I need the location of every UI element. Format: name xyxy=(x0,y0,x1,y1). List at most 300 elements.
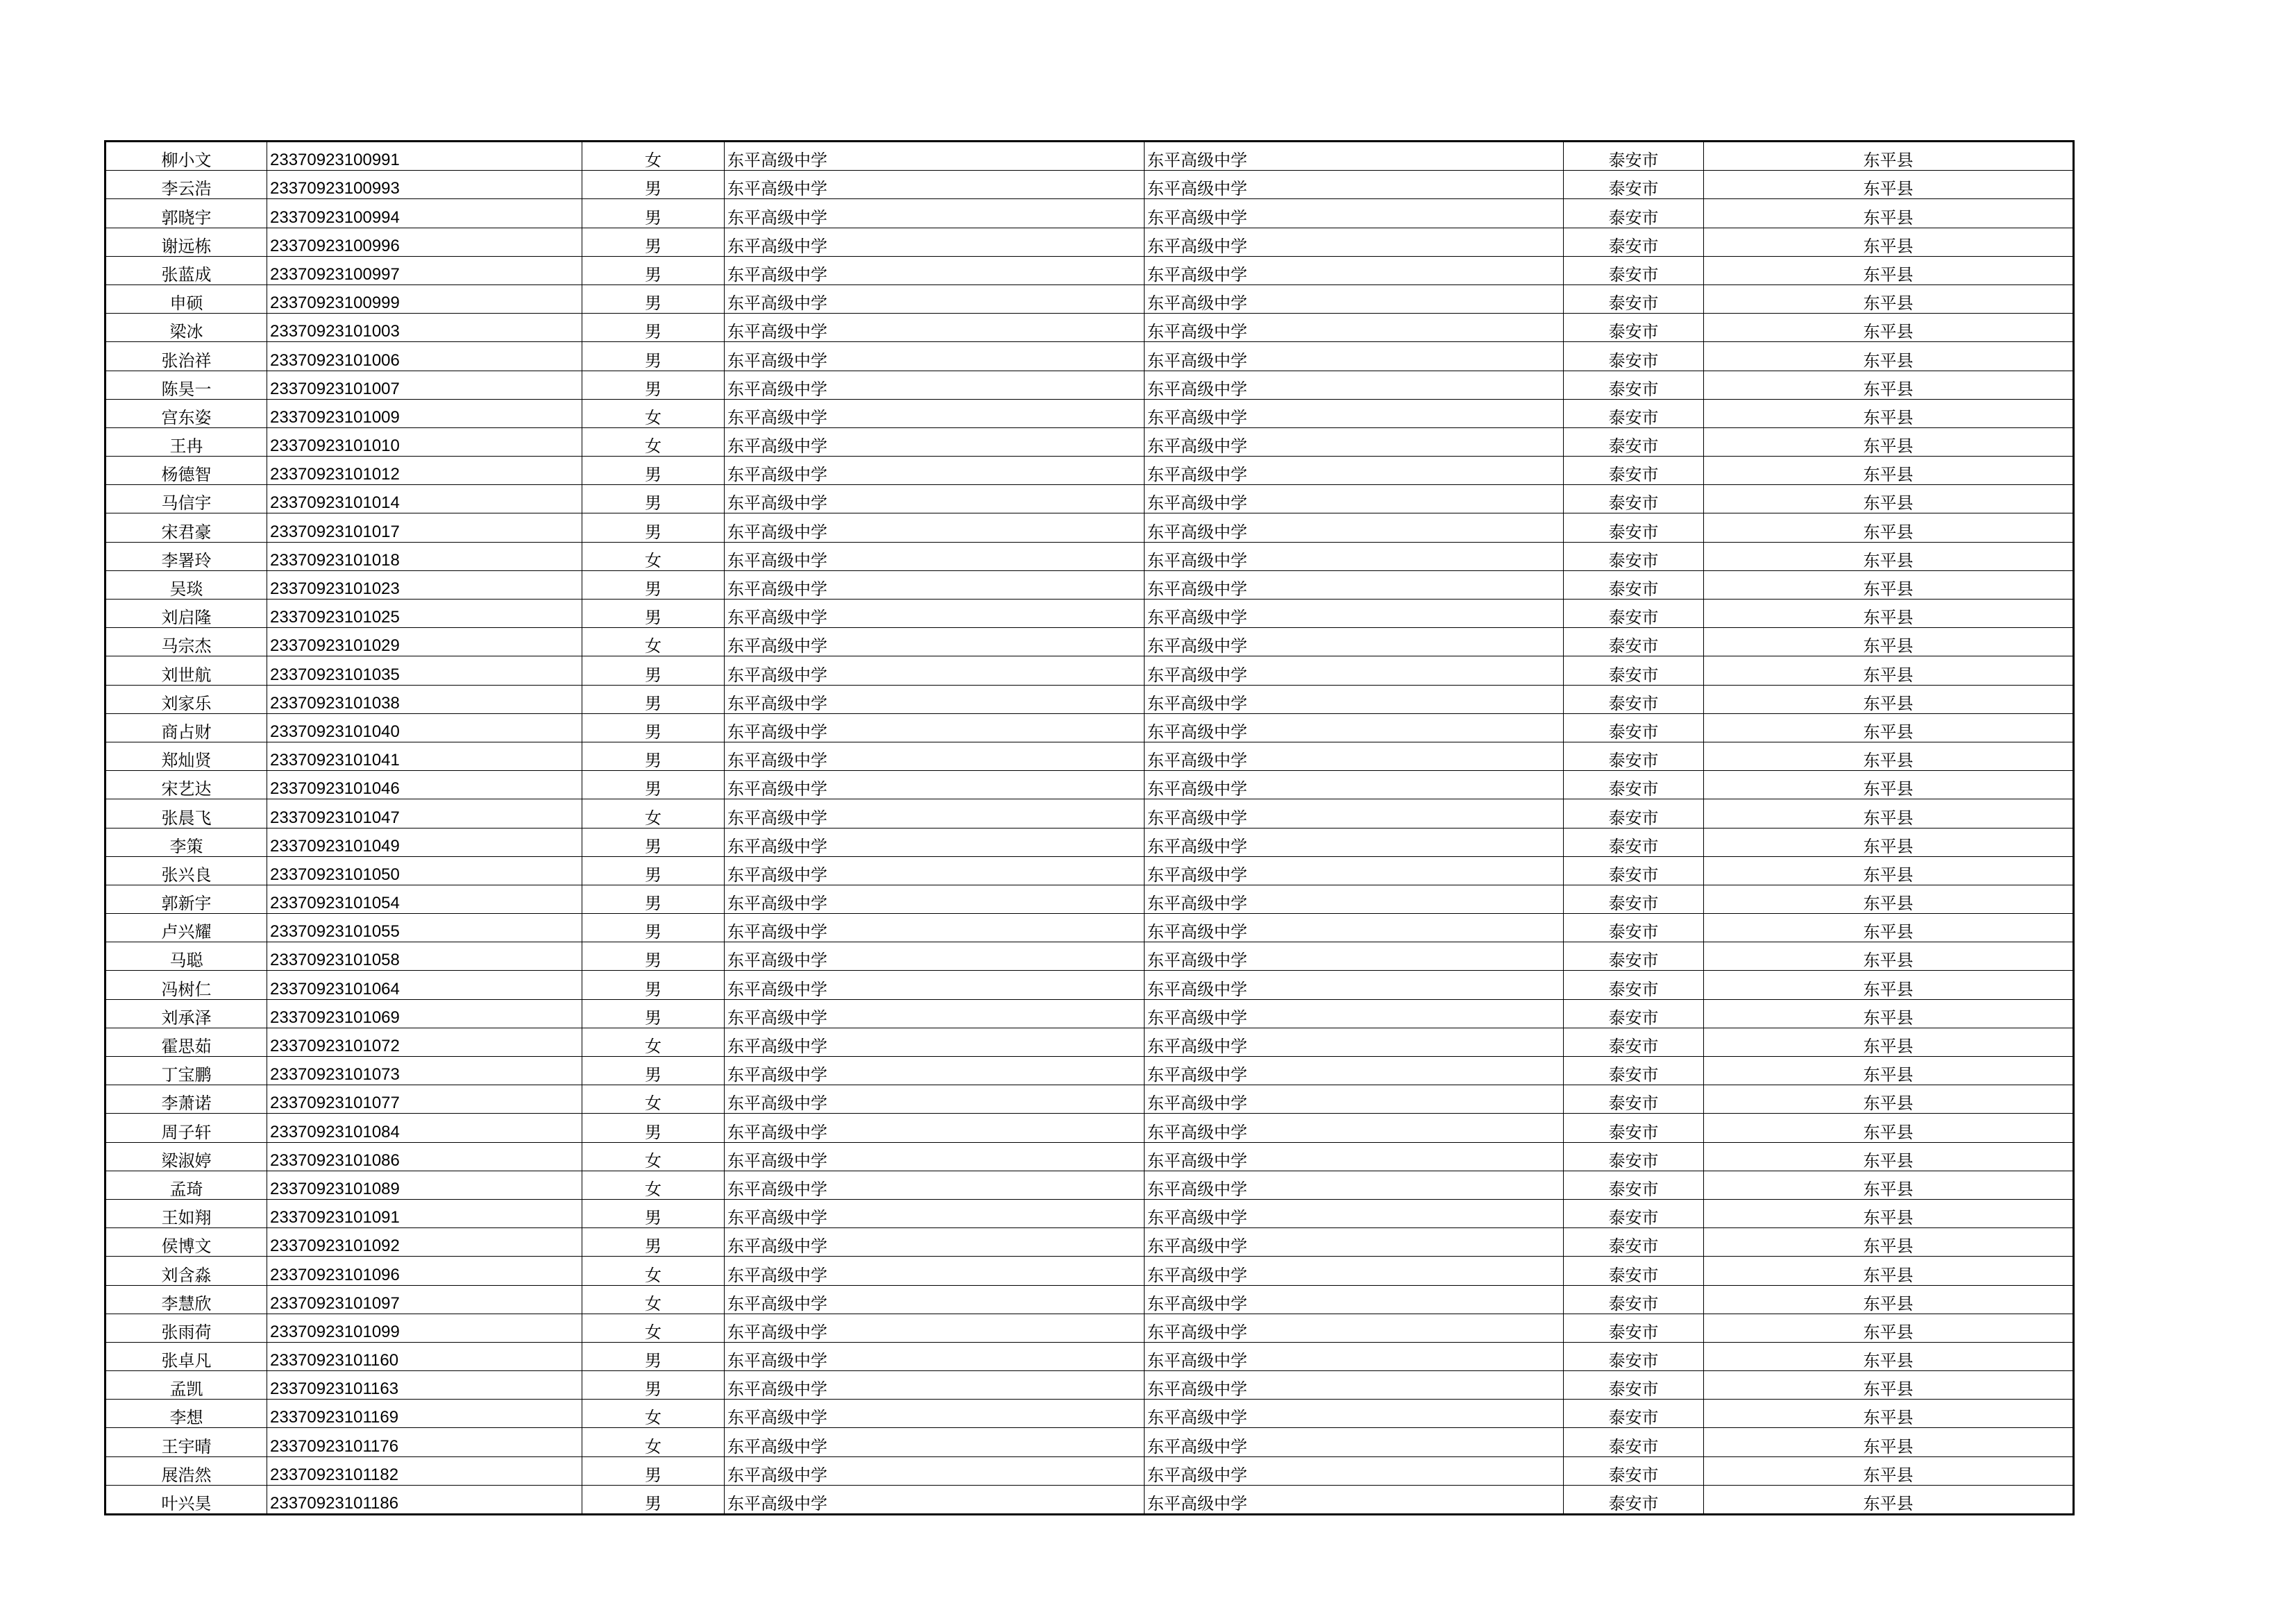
exam-site-cell: 东平高级中学 xyxy=(1145,656,1564,685)
exam-number-cell: 23370923101058 xyxy=(267,942,582,971)
table-row xyxy=(105,1028,2074,1056)
student-name-cell: 张兴良 xyxy=(105,856,267,885)
table-row xyxy=(105,1257,2074,1285)
table-row xyxy=(105,971,2074,999)
exam-number-cell: 23370923101025 xyxy=(267,600,582,628)
city-cell: 泰安市 xyxy=(1564,885,1704,913)
city-cell: 泰安市 xyxy=(1564,485,1704,513)
table-row xyxy=(105,171,2074,199)
student-name-cell: 刘家乐 xyxy=(105,685,267,713)
exam-number-cell: 23370923101182 xyxy=(267,1456,582,1485)
city-cell: 泰安市 xyxy=(1564,971,1704,999)
table-row xyxy=(105,427,2074,456)
exam-number-cell: 23370923100997 xyxy=(267,256,582,284)
exam-site-cell: 东平高级中学 xyxy=(1145,685,1564,713)
school-cell: 东平高级中学 xyxy=(725,256,1145,284)
school-cell: 东平高级中学 xyxy=(725,1228,1145,1257)
city-cell: 泰安市 xyxy=(1564,656,1704,685)
gender-cell: 男 xyxy=(582,1114,725,1142)
county-cell: 东平县 xyxy=(1704,600,2074,628)
exam-number-cell: 23370923101017 xyxy=(267,513,582,542)
student-name-cell: 刘启隆 xyxy=(105,600,267,628)
exam-number-cell: 23370923101097 xyxy=(267,1285,582,1314)
exam-site-cell: 东平高级中学 xyxy=(1145,771,1564,799)
gender-cell: 男 xyxy=(582,685,725,713)
county-cell: 东平县 xyxy=(1704,942,2074,971)
student-name-cell: 李慧欣 xyxy=(105,1285,267,1314)
student-name-cell: 王如翔 xyxy=(105,1199,267,1227)
student-name-cell: 王冉 xyxy=(105,427,267,456)
city-cell: 泰安市 xyxy=(1564,1028,1704,1056)
exam-site-cell: 东平高级中学 xyxy=(1145,371,1564,399)
exam-number-cell: 23370923101099 xyxy=(267,1314,582,1342)
city-cell: 泰安市 xyxy=(1564,399,1704,427)
county-cell: 东平县 xyxy=(1704,1085,2074,1114)
exam-site-cell: 东平高级中学 xyxy=(1145,1314,1564,1342)
city-cell: 泰安市 xyxy=(1564,856,1704,885)
county-cell: 东平县 xyxy=(1704,513,2074,542)
table-row xyxy=(105,656,2074,685)
exam-number-cell: 23370923101010 xyxy=(267,427,582,456)
exam-number-cell: 23370923101009 xyxy=(267,399,582,427)
exam-site-cell: 东平高级中学 xyxy=(1145,914,1564,942)
exam-number-cell: 23370923101176 xyxy=(267,1428,582,1456)
exam-site-cell: 东平高级中学 xyxy=(1145,1171,1564,1199)
city-cell: 泰安市 xyxy=(1564,799,1704,828)
gender-cell: 男 xyxy=(582,1371,725,1400)
gender-cell: 男 xyxy=(582,942,725,971)
city-cell: 泰安市 xyxy=(1564,342,1704,371)
exam-site-cell: 东平高级中学 xyxy=(1145,399,1564,427)
student-name-cell: 梁冰 xyxy=(105,314,267,342)
school-cell: 东平高级中学 xyxy=(725,199,1145,228)
school-cell: 东平高级中学 xyxy=(725,600,1145,628)
exam-number-cell: 23370923101014 xyxy=(267,485,582,513)
student-name-cell: 李署玲 xyxy=(105,542,267,570)
school-cell: 东平高级中学 xyxy=(725,399,1145,427)
gender-cell: 男 xyxy=(582,914,725,942)
exam-number-cell: 23370923101047 xyxy=(267,799,582,828)
city-cell: 泰安市 xyxy=(1564,942,1704,971)
school-cell: 东平高级中学 xyxy=(725,1314,1145,1342)
student-name-cell: 孟凯 xyxy=(105,1371,267,1400)
exam-number-cell: 23370923101186 xyxy=(267,1485,582,1514)
exam-number-cell: 23370923101163 xyxy=(267,1371,582,1400)
gender-cell: 男 xyxy=(582,1342,725,1370)
exam-site-cell: 东平高级中学 xyxy=(1145,1371,1564,1400)
exam-site-cell: 东平高级中学 xyxy=(1145,1257,1564,1285)
table-row xyxy=(105,1114,2074,1142)
table-row xyxy=(105,628,2074,656)
student-name-cell: 吴琰 xyxy=(105,570,267,599)
student-name-cell: 李萧诺 xyxy=(105,1085,267,1114)
exam-number-cell: 23370923101038 xyxy=(267,685,582,713)
city-cell: 泰安市 xyxy=(1564,1285,1704,1314)
exam-site-cell: 东平高级中学 xyxy=(1145,228,1564,256)
gender-cell: 男 xyxy=(582,457,725,485)
student-name-cell: 张蓝成 xyxy=(105,256,267,284)
table-row xyxy=(105,856,2074,885)
exam-site-cell: 东平高级中学 xyxy=(1145,1228,1564,1257)
table-row xyxy=(105,1228,2074,1257)
exam-number-cell: 23370923101096 xyxy=(267,1257,582,1285)
gender-cell: 女 xyxy=(582,142,725,171)
exam-number-cell: 23370923100991 xyxy=(267,142,582,171)
gender-cell: 男 xyxy=(582,513,725,542)
county-cell: 东平县 xyxy=(1704,427,2074,456)
county-cell: 东平县 xyxy=(1704,1171,2074,1199)
school-cell: 东平高级中学 xyxy=(725,1057,1145,1085)
gender-cell: 男 xyxy=(582,885,725,913)
table-row xyxy=(105,513,2074,542)
exam-number-cell: 23370923101041 xyxy=(267,742,582,770)
gender-cell: 男 xyxy=(582,314,725,342)
school-cell: 东平高级中学 xyxy=(725,656,1145,685)
student-name-cell: 柳小文 xyxy=(105,142,267,171)
county-cell: 东平县 xyxy=(1704,1228,2074,1257)
exam-site-cell: 东平高级中学 xyxy=(1145,142,1564,171)
table-row xyxy=(105,713,2074,742)
table-row xyxy=(105,799,2074,828)
student-name-cell: 叶兴昊 xyxy=(105,1485,267,1514)
county-cell: 东平县 xyxy=(1704,1285,2074,1314)
table-row xyxy=(105,570,2074,599)
city-cell: 泰安市 xyxy=(1564,256,1704,284)
county-cell: 东平县 xyxy=(1704,199,2074,228)
county-cell: 东平县 xyxy=(1704,1485,2074,1514)
exam-site-cell: 东平高级中学 xyxy=(1145,199,1564,228)
gender-cell: 女 xyxy=(582,799,725,828)
exam-site-cell: 东平高级中学 xyxy=(1145,1428,1564,1456)
student-name-cell: 宫东姿 xyxy=(105,399,267,427)
table-row xyxy=(105,485,2074,513)
gender-cell: 男 xyxy=(582,600,725,628)
gender-cell: 女 xyxy=(582,628,725,656)
exam-site-cell: 东平高级中学 xyxy=(1145,570,1564,599)
county-cell: 东平县 xyxy=(1704,685,2074,713)
exam-site-cell: 东平高级中学 xyxy=(1145,971,1564,999)
school-cell: 东平高级中学 xyxy=(725,914,1145,942)
student-name-cell: 陈昊一 xyxy=(105,371,267,399)
county-cell: 东平县 xyxy=(1704,1371,2074,1400)
exam-site-cell: 东平高级中学 xyxy=(1145,628,1564,656)
city-cell: 泰安市 xyxy=(1564,1085,1704,1114)
city-cell: 泰安市 xyxy=(1564,284,1704,313)
exam-site-cell: 东平高级中学 xyxy=(1145,1342,1564,1370)
county-cell: 东平县 xyxy=(1704,999,2074,1028)
city-cell: 泰安市 xyxy=(1564,628,1704,656)
student-name-cell: 宋君豪 xyxy=(105,513,267,542)
county-cell: 东平县 xyxy=(1704,1028,2074,1056)
school-cell: 东平高级中学 xyxy=(725,371,1145,399)
student-name-cell: 李想 xyxy=(105,1400,267,1428)
table-row xyxy=(105,1285,2074,1314)
table-row xyxy=(105,256,2074,284)
gender-cell: 男 xyxy=(582,342,725,371)
school-cell: 东平高级中学 xyxy=(725,1371,1145,1400)
city-cell: 泰安市 xyxy=(1564,999,1704,1028)
table-row xyxy=(105,199,2074,228)
school-cell: 东平高级中学 xyxy=(725,1085,1145,1114)
city-cell: 泰安市 xyxy=(1564,713,1704,742)
city-cell: 泰安市 xyxy=(1564,1400,1704,1428)
table-row xyxy=(105,1342,2074,1370)
school-cell: 东平高级中学 xyxy=(725,171,1145,199)
table-row xyxy=(105,685,2074,713)
county-cell: 东平县 xyxy=(1704,628,2074,656)
gender-cell: 男 xyxy=(582,971,725,999)
exam-number-cell: 23370923101092 xyxy=(267,1228,582,1257)
gender-cell: 男 xyxy=(582,1456,725,1485)
gender-cell: 男 xyxy=(582,742,725,770)
exam-number-cell: 23370923101160 xyxy=(267,1342,582,1370)
gender-cell: 男 xyxy=(582,1485,725,1514)
school-cell: 东平高级中学 xyxy=(725,457,1145,485)
city-cell: 泰安市 xyxy=(1564,771,1704,799)
student-name-cell: 卢兴耀 xyxy=(105,914,267,942)
table-row xyxy=(105,314,2074,342)
exam-site-cell: 东平高级中学 xyxy=(1145,1028,1564,1056)
student-name-cell: 宋艺达 xyxy=(105,771,267,799)
county-cell: 东平县 xyxy=(1704,542,2074,570)
exam-number-cell: 23370923101035 xyxy=(267,656,582,685)
exam-site-cell: 东平高级中学 xyxy=(1145,885,1564,913)
gender-cell: 女 xyxy=(582,1257,725,1285)
gender-cell: 男 xyxy=(582,485,725,513)
exam-number-cell: 23370923101055 xyxy=(267,914,582,942)
exam-site-cell: 东平高级中学 xyxy=(1145,284,1564,313)
county-cell: 东平县 xyxy=(1704,284,2074,313)
school-cell: 东平高级中学 xyxy=(725,828,1145,856)
table-row xyxy=(105,228,2074,256)
county-cell: 东平县 xyxy=(1704,713,2074,742)
student-name-cell: 展浩然 xyxy=(105,1456,267,1485)
exam-site-cell: 东平高级中学 xyxy=(1145,742,1564,770)
exam-number-cell: 23370923101073 xyxy=(267,1057,582,1085)
table-row xyxy=(105,942,2074,971)
county-cell: 东平县 xyxy=(1704,142,2074,171)
table-row xyxy=(105,1171,2074,1199)
table-row xyxy=(105,142,2074,171)
county-cell: 东平县 xyxy=(1704,1314,2074,1342)
city-cell: 泰安市 xyxy=(1564,1114,1704,1142)
exam-number-cell: 23370923101040 xyxy=(267,713,582,742)
exam-number-cell: 23370923101084 xyxy=(267,1114,582,1142)
county-cell: 东平县 xyxy=(1704,828,2074,856)
exam-site-cell: 东平高级中学 xyxy=(1145,1114,1564,1142)
gender-cell: 男 xyxy=(582,713,725,742)
school-cell: 东平高级中学 xyxy=(725,513,1145,542)
table-row xyxy=(105,371,2074,399)
county-cell: 东平县 xyxy=(1704,1257,2074,1285)
gender-cell: 男 xyxy=(582,1228,725,1257)
exam-number-cell: 23370923101023 xyxy=(267,570,582,599)
city-cell: 泰安市 xyxy=(1564,171,1704,199)
exam-number-cell: 23370923101072 xyxy=(267,1028,582,1056)
city-cell: 泰安市 xyxy=(1564,1142,1704,1171)
county-cell: 东平县 xyxy=(1704,1342,2074,1370)
county-cell: 东平县 xyxy=(1704,1142,2074,1171)
school-cell: 东平高级中学 xyxy=(725,1400,1145,1428)
county-cell: 东平县 xyxy=(1704,1199,2074,1227)
school-cell: 东平高级中学 xyxy=(725,1285,1145,1314)
exam-number-cell: 23370923100993 xyxy=(267,171,582,199)
gender-cell: 男 xyxy=(582,284,725,313)
county-cell: 东平县 xyxy=(1704,171,2074,199)
gender-cell: 男 xyxy=(582,856,725,885)
school-cell: 东平高级中学 xyxy=(725,1342,1145,1370)
student-name-cell: 张卓凡 xyxy=(105,1342,267,1370)
exam-site-cell: 东平高级中学 xyxy=(1145,427,1564,456)
exam-number-cell: 23370923101012 xyxy=(267,457,582,485)
gender-cell: 男 xyxy=(582,771,725,799)
exam-site-cell: 东平高级中学 xyxy=(1145,457,1564,485)
gender-cell: 男 xyxy=(582,570,725,599)
exam-number-cell: 23370923101169 xyxy=(267,1400,582,1428)
exam-number-cell: 23370923101077 xyxy=(267,1085,582,1114)
gender-cell: 男 xyxy=(582,999,725,1028)
county-cell: 东平县 xyxy=(1704,656,2074,685)
exam-site-cell: 东平高级中学 xyxy=(1145,1485,1564,1514)
county-cell: 东平县 xyxy=(1704,228,2074,256)
exam-number-cell: 23370923101069 xyxy=(267,999,582,1028)
school-cell: 东平高级中学 xyxy=(725,1142,1145,1171)
gender-cell: 男 xyxy=(582,199,725,228)
exam-site-cell: 东平高级中学 xyxy=(1145,713,1564,742)
gender-cell: 男 xyxy=(582,656,725,685)
exam-number-cell: 23370923101046 xyxy=(267,771,582,799)
exam-site-cell: 东平高级中学 xyxy=(1145,171,1564,199)
student-name-cell: 孟琦 xyxy=(105,1171,267,1199)
student-name-cell: 谢远栋 xyxy=(105,228,267,256)
school-cell: 东平高级中学 xyxy=(725,228,1145,256)
city-cell: 泰安市 xyxy=(1564,600,1704,628)
county-cell: 东平县 xyxy=(1704,799,2074,828)
student-name-cell: 张治祥 xyxy=(105,342,267,371)
county-cell: 东平县 xyxy=(1704,1057,2074,1085)
exam-number-cell: 23370923101049 xyxy=(267,828,582,856)
exam-number-cell: 23370923101029 xyxy=(267,628,582,656)
gender-cell: 女 xyxy=(582,1028,725,1056)
student-name-cell: 冯树仁 xyxy=(105,971,267,999)
gender-cell: 女 xyxy=(582,399,725,427)
student-name-cell: 霍思茹 xyxy=(105,1028,267,1056)
school-cell: 东平高级中学 xyxy=(725,971,1145,999)
table-row xyxy=(105,828,2074,856)
exam-site-cell: 东平高级中学 xyxy=(1145,513,1564,542)
exam-number-cell: 23370923101006 xyxy=(267,342,582,371)
gender-cell: 女 xyxy=(582,1085,725,1114)
exam-site-cell: 东平高级中学 xyxy=(1145,799,1564,828)
city-cell: 泰安市 xyxy=(1564,1342,1704,1370)
student-table xyxy=(104,140,2075,1515)
city-cell: 泰安市 xyxy=(1564,142,1704,171)
school-cell: 东平高级中学 xyxy=(725,284,1145,313)
exam-site-cell: 东平高级中学 xyxy=(1145,1142,1564,1171)
school-cell: 东平高级中学 xyxy=(725,1485,1145,1514)
student-name-cell: 张雨荷 xyxy=(105,1314,267,1342)
county-cell: 东平县 xyxy=(1704,570,2074,599)
exam-site-cell: 东平高级中学 xyxy=(1145,256,1564,284)
table-row xyxy=(105,1485,2074,1514)
student-name-cell: 侯博文 xyxy=(105,1228,267,1257)
exam-site-cell: 东平高级中学 xyxy=(1145,542,1564,570)
student-name-cell: 马宗杰 xyxy=(105,628,267,656)
county-cell: 东平县 xyxy=(1704,771,2074,799)
city-cell: 泰安市 xyxy=(1564,457,1704,485)
exam-number-cell: 23370923101050 xyxy=(267,856,582,885)
student-name-cell: 周子轩 xyxy=(105,1114,267,1142)
student-name-cell: 刘承泽 xyxy=(105,999,267,1028)
exam-number-cell: 23370923101054 xyxy=(267,885,582,913)
school-cell: 东平高级中学 xyxy=(725,342,1145,371)
student-name-cell: 马聪 xyxy=(105,942,267,971)
city-cell: 泰安市 xyxy=(1564,1428,1704,1456)
school-cell: 东平高级中学 xyxy=(725,685,1145,713)
student-name-cell: 丁宝鹏 xyxy=(105,1057,267,1085)
school-cell: 东平高级中学 xyxy=(725,485,1145,513)
city-cell: 泰安市 xyxy=(1564,513,1704,542)
city-cell: 泰安市 xyxy=(1564,1456,1704,1485)
exam-number-cell: 23370923101089 xyxy=(267,1171,582,1199)
school-cell: 东平高级中学 xyxy=(725,771,1145,799)
school-cell: 东平高级中学 xyxy=(725,142,1145,171)
city-cell: 泰安市 xyxy=(1564,228,1704,256)
city-cell: 泰安市 xyxy=(1564,828,1704,856)
table-row xyxy=(105,284,2074,313)
school-cell: 东平高级中学 xyxy=(725,1114,1145,1142)
school-cell: 东平高级中学 xyxy=(725,799,1145,828)
county-cell: 东平县 xyxy=(1704,1114,2074,1142)
county-cell: 东平县 xyxy=(1704,856,2074,885)
county-cell: 东平县 xyxy=(1704,914,2074,942)
exam-number-cell: 23370923101086 xyxy=(267,1142,582,1171)
county-cell: 东平县 xyxy=(1704,1456,2074,1485)
gender-cell: 女 xyxy=(582,1314,725,1342)
city-cell: 泰安市 xyxy=(1564,685,1704,713)
school-cell: 东平高级中学 xyxy=(725,1456,1145,1485)
exam-site-cell: 东平高级中学 xyxy=(1145,485,1564,513)
table-row xyxy=(105,771,2074,799)
school-cell: 东平高级中学 xyxy=(725,542,1145,570)
exam-site-cell: 东平高级中学 xyxy=(1145,1057,1564,1085)
county-cell: 东平县 xyxy=(1704,256,2074,284)
gender-cell: 男 xyxy=(582,1199,725,1227)
student-name-cell: 张晨飞 xyxy=(105,799,267,828)
table-row xyxy=(105,399,2074,427)
city-cell: 泰安市 xyxy=(1564,1171,1704,1199)
exam-site-cell: 东平高级中学 xyxy=(1145,600,1564,628)
county-cell: 东平县 xyxy=(1704,314,2074,342)
city-cell: 泰安市 xyxy=(1564,1371,1704,1400)
exam-site-cell: 东平高级中学 xyxy=(1145,1199,1564,1227)
gender-cell: 男 xyxy=(582,1057,725,1085)
county-cell: 东平县 xyxy=(1704,399,2074,427)
student-name-cell: 申硕 xyxy=(105,284,267,313)
city-cell: 泰安市 xyxy=(1564,542,1704,570)
city-cell: 泰安市 xyxy=(1564,1057,1704,1085)
table-row xyxy=(105,1400,2074,1428)
city-cell: 泰安市 xyxy=(1564,199,1704,228)
table-row xyxy=(105,885,2074,913)
student-name-cell: 郭晓宇 xyxy=(105,199,267,228)
student-name-cell: 李策 xyxy=(105,828,267,856)
exam-site-cell: 东平高级中学 xyxy=(1145,1400,1564,1428)
table-row xyxy=(105,1085,2074,1114)
exam-number-cell: 23370923100999 xyxy=(267,284,582,313)
school-cell: 东平高级中学 xyxy=(725,742,1145,770)
table-body xyxy=(105,142,2074,1515)
